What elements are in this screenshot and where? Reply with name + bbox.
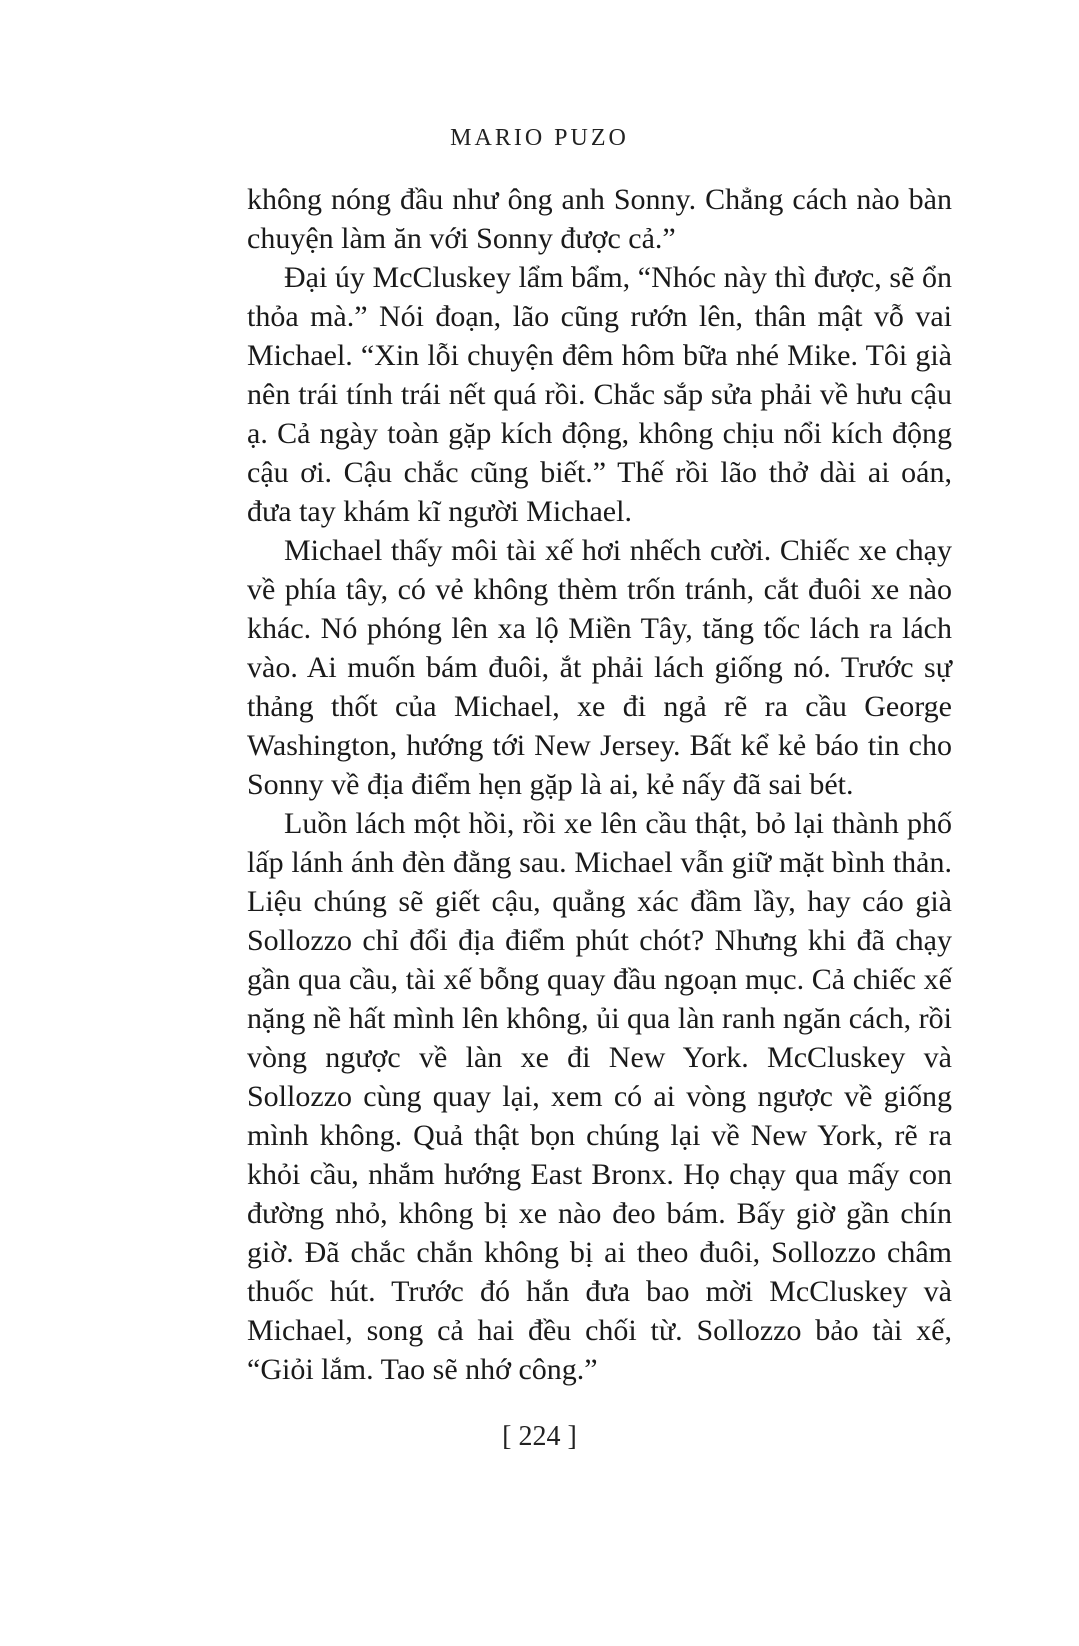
paragraph: Michael thấy môi tài xế hơi nhếch cười. Chiếc xe chạy về phía tây, có vẻ không thèm trốn tránh, cắt đuôi xe nào khác. Nó phóng lên xa lộ Miền Tây, tăng tốc lách ra lách vào. Ai muốn bám đuôi, ắt phải lách giống nó. Trước sự thảng thốt của Michael, xe đi ngả rẽ ra cầu George Washington, hướng tới New Jersey. Bất kể kẻ báo tin cho Sonny về địa điểm hẹn gặp là ai, kẻ nấy đã sai bét. xyxy=(247,534,952,801)
body-text xyxy=(247,180,952,1389)
paragraph-continued: không nóng đầu như ông anh Sonny. Chẳng cách nào bàn chuyện làm ăn với Sonny được cả.” xyxy=(247,183,952,255)
paragraph: Luồn lách một hồi, rồi xe lên cầu thật, bỏ lại thành phố lấp lánh ánh đèn đằng sau. Michael vẫn giữ mặt bình thản. Liệu chúng sẽ giết cậu, quẳng xác đầm lầy, hay cáo già Sollozzo chỉ đổi địa điểm phút chót? Nhưng khi đã chạy gần qua cầu, tài xế bỗng quay đầu ngoạn mục. Cả chiếc xế nặng nề hất mình lên không, ủi qua làn ranh ngăn cách, rồi vòng ngược về làn xe đi New York. McCluskey và Sollozzo cùng quay lại, xem có ai vòng ngược về giống mình không. Quả thật bọn chúng lại về New York, rẽ ra khỏi cầu, nhắm hướng East Bronx. Họ chạy qua mấy con đường nhỏ, không bị xe nào đeo bám. Bấy giờ gần chín giờ. Đã chắc chắn không bị ai theo đuôi, Sollozzo châm thuốc hút. Trước đó hắn đưa bao mời McCluskey và Michael, song cả hai đều chối từ. Sollozzo bảo tài xế, “Giỏi lắm. Tao sẽ nhớ công.” xyxy=(247,807,952,1386)
paragraph: Đại úy McCluskey lẩm bẩm, “Nhóc này thì được, sẽ ổn thỏa mà.” Nói đoạn, lão cũng rướn lên, thân mật vỗ vai Michael. “Xin lỗi chuyện đêm hôm bữa nhé Mike. Tôi già nên trái tính trái nết quá rồi. Chắc sắp sửa phải về hưu cậu ạ. Cả ngày toàn gặp kích động, không chịu nổi kích động cậu ơi. Cậu chắc cũng biết.” Thế rồi lão thở dài ai oán, đưa tay khám kĩ người Michael. xyxy=(247,261,952,528)
running-header: MARIO PUZO xyxy=(450,125,629,151)
page-number: [ 224 ] xyxy=(502,1421,577,1452)
